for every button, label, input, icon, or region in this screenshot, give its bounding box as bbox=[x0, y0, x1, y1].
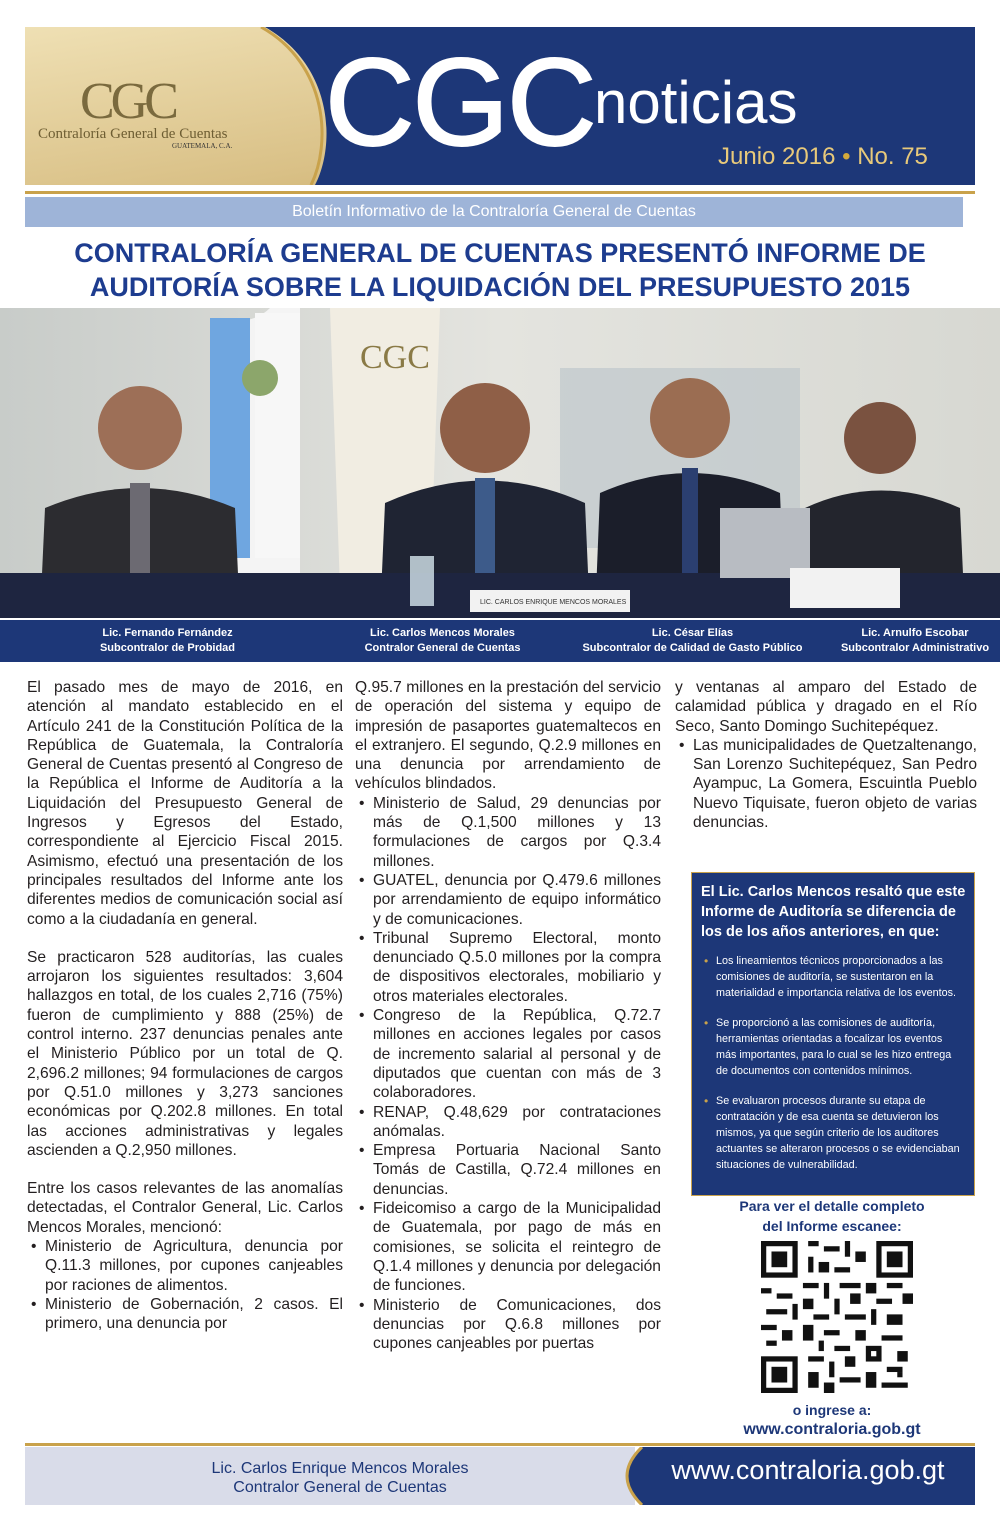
qr-line-2: del Informe escanee: bbox=[762, 1218, 902, 1234]
article-column-2 bbox=[355, 678, 661, 1353]
caption-role: Contralor General de Cuentas bbox=[364, 642, 521, 654]
issue-date: Junio 2016 bbox=[718, 143, 836, 170]
footer-name: Lic. Carlos Enrique Mencos Morales bbox=[211, 1460, 469, 1477]
list-item: • Tribunal Supremo Electoral, monto denunciado Q.5.0 millones por la compra de dispositivos electorales, mobiliario y otros materiales electorales. bbox=[355, 929, 661, 1006]
caption-name: Lic. Arnulfo Escobar bbox=[861, 627, 969, 639]
paragraph: Entre los casos relevantes de las anomalías detectadas, el Contralor General, Lic. Carlos Mencos Morales, mencionó: bbox=[27, 1180, 343, 1236]
footer-signature bbox=[150, 1459, 530, 1497]
event-photo bbox=[0, 308, 1000, 618]
caption-role: Subcontralor Administrativo bbox=[840, 642, 990, 654]
headline bbox=[40, 236, 960, 304]
list-item: • Ministerio de Gobernación, 2 casos. El primero, una denuncia por bbox=[27, 1295, 343, 1334]
caption-mencos bbox=[335, 626, 550, 656]
caption-name: Lic. Carlos Mencos Morales bbox=[370, 627, 515, 639]
qr-website-link[interactable]: www.contraloria.gob.gt bbox=[743, 1421, 921, 1438]
list-item: • Congreso de la República, Q.72.7 millones en acciones legales por casos de incremento salarial al personal y de diputados que cuentan con más de 3 colaboradores. bbox=[355, 1006, 661, 1102]
headline-line-1: CONTRALORÍA GENERAL DE CUENTAS PRESENTÓ INFORME DE bbox=[74, 238, 926, 268]
paragraph: Q.95.7 millones en la prestación del servicio de operación del sistema y equipo de impresión de pasaportes guatemaltecos en el extranjero. El segundo, Q.2.9 millones en una denuncia por arrendamiento de vehículos blindados. bbox=[355, 679, 661, 793]
footer-role: Contralor General de Cuentas bbox=[233, 1479, 447, 1496]
paragraph: y ventanas al amparo del Estado de calamidad pública y dragado en el Río Seco, Santo Domingo Suchitepéquez. bbox=[675, 679, 977, 735]
issue-separator: • bbox=[842, 143, 851, 170]
caption-role: Subcontralor de Calidad de Gasto Público bbox=[582, 642, 803, 654]
paragraph: Se practicaron 528 auditorías, las cuales arrojaron los siguientes resultados: 3,604 hallazgos en total, de los cuales 2,716 (75%) fueron de cumplimiento y 888 (25%) de control interno. 237 denuncias penales ante el Ministerio Público por un total de Q. 2,696.2 millones; 94 formulaciones de cargos por Q.51.0 millones y 3,273 sanciones económicas por Q.202.8 millones. En total las acciones administrativas y legales ascienden a Q.2,950 millones. bbox=[27, 948, 343, 1159]
caption-name: Lic. César Elías bbox=[651, 627, 734, 639]
paragraph: El pasado mes de mayo de 2016, en atención al mandato establecido en el Artículo 241 de la Constitución Política de la República de Guatemala, la Contraloría General de Cuentas presentó al Congreso de la República el Informe de Auditoría a la Liquidación del Presupuesto General de Ingresos y Egresos del Estado, correspondiente al Ejercicio Fiscal 2015. Asimismo, efectuó una presentación de los principales resultados del Informe ante los diferentes medios de comunicación social así como a la ciudadanía en general. bbox=[27, 679, 343, 928]
subtitle-bar: Boletín Informativo de la Contraloría General de Cuentas bbox=[25, 197, 963, 227]
cases-list bbox=[675, 736, 977, 832]
nameplate: LIC. CARLOS ENRIQUE MENCOS MORALES bbox=[480, 599, 627, 606]
highlights-list bbox=[700, 953, 964, 1187]
headline-line-2: AUDITORÍA SOBRE LA LIQUIDACIÓN DEL PRESUPUESTO 2015 bbox=[89, 272, 911, 302]
highlight-item: • Se proporcionó a las comisiones de auditoría, herramientas orientadas a focalizar los eventos más importantes, para lo cual se les hizo entrega de documentos con contenidos mínimos. bbox=[700, 1015, 964, 1079]
qr-line-1: Para ver el detalle completo bbox=[739, 1198, 925, 1214]
qr-instructions bbox=[690, 1196, 974, 1236]
caption-name: Lic. Fernando Fernández bbox=[102, 627, 233, 639]
header-divider bbox=[25, 191, 975, 194]
cases-list bbox=[27, 1237, 343, 1333]
list-item: • Fideicomiso a cargo de la Municipalidad de Guatemala, por pago de más en comisiones, se solicita el reintegro de Q.1.4 millones y denuncia por delegación de funciones. bbox=[355, 1199, 661, 1295]
caption-escobar bbox=[830, 626, 1000, 656]
caption-elias bbox=[580, 626, 805, 656]
list-item: • Ministerio de Comunicaciones, dos denuncias por Q.6.8 millones por cupones canjeables por puertas bbox=[355, 1296, 661, 1354]
list-item: • GUATEL, denuncia por Q.479.6 millones por arrendamiento de equipo informático y de comunicaciones. bbox=[355, 871, 661, 929]
brand-noticias: noticias bbox=[594, 69, 798, 136]
qr-or-label: o ingrese a: bbox=[792, 1402, 872, 1418]
highlight-item: • Los lineamientos técnicos proporcionados a las comisiones de auditoría, se sustentaron en la materialidad e importancia relativa de los eventos. bbox=[700, 953, 964, 1001]
logo-country: GUATEMALA, C.A. bbox=[172, 142, 233, 150]
caption-fernandez bbox=[60, 626, 275, 656]
logo-monogram: CGC bbox=[80, 73, 175, 130]
footer-website-link[interactable]: www.contraloria.gob.gt bbox=[671, 1455, 945, 1485]
issue-info bbox=[718, 143, 928, 171]
logo-name: Contraloría General de Cuentas bbox=[38, 126, 228, 142]
list-item: • Las municipalidades de Quetzaltenango, San Lorenzo Suchitepéquez, San Pedro Ayampuc, La Gomera, Escuintla Pueblo Nuevo Tiquisate, fueron objeto de varias denuncias. bbox=[675, 736, 977, 832]
list-item: • Ministerio de Agricultura, denuncia por Q.11.3 millones, por cupones canjeables por raciones de alimentos. bbox=[27, 1237, 343, 1295]
brand-cgc: CGC bbox=[325, 34, 595, 172]
highlight-item: • Se evaluaron procesos durante su etapa de contratación y de esa cuenta se detuvieron los mismos, ya que según criterio de los auditores actuantes se alteraron procesos o se evidenciaban situaciones de vulnerabilidad. bbox=[700, 1093, 964, 1173]
event-photo-illustration bbox=[0, 308, 1000, 618]
highlights-title: El Lic. Carlos Mencos resaltó que este Informe de Auditoría se diferencia de los de los años anteriores, en que: bbox=[701, 884, 966, 940]
issue-number: No. 75 bbox=[857, 143, 928, 170]
article-column-3 bbox=[675, 678, 977, 832]
caption-role: Subcontralor de Probidad bbox=[99, 642, 236, 654]
qr-code[interactable] bbox=[761, 1241, 913, 1393]
list-item: • Empresa Portuaria Nacional Santo Tomás de Castilla, Q.72.4 millones en denuncias. bbox=[355, 1141, 661, 1199]
article-column-1 bbox=[27, 678, 343, 1334]
list-item: • Ministerio de Salud, 29 denuncias por más de Q.1,500 millones y 13 formulaciones de cargos por Q.3.4 millones. bbox=[355, 794, 661, 871]
footer-divider bbox=[25, 1443, 975, 1446]
cases-list bbox=[355, 794, 661, 1354]
list-item: • RENAP, Q.48,629 por contrataciones anómalas. bbox=[355, 1103, 661, 1142]
svg-text:CGC: CGC bbox=[360, 339, 430, 376]
